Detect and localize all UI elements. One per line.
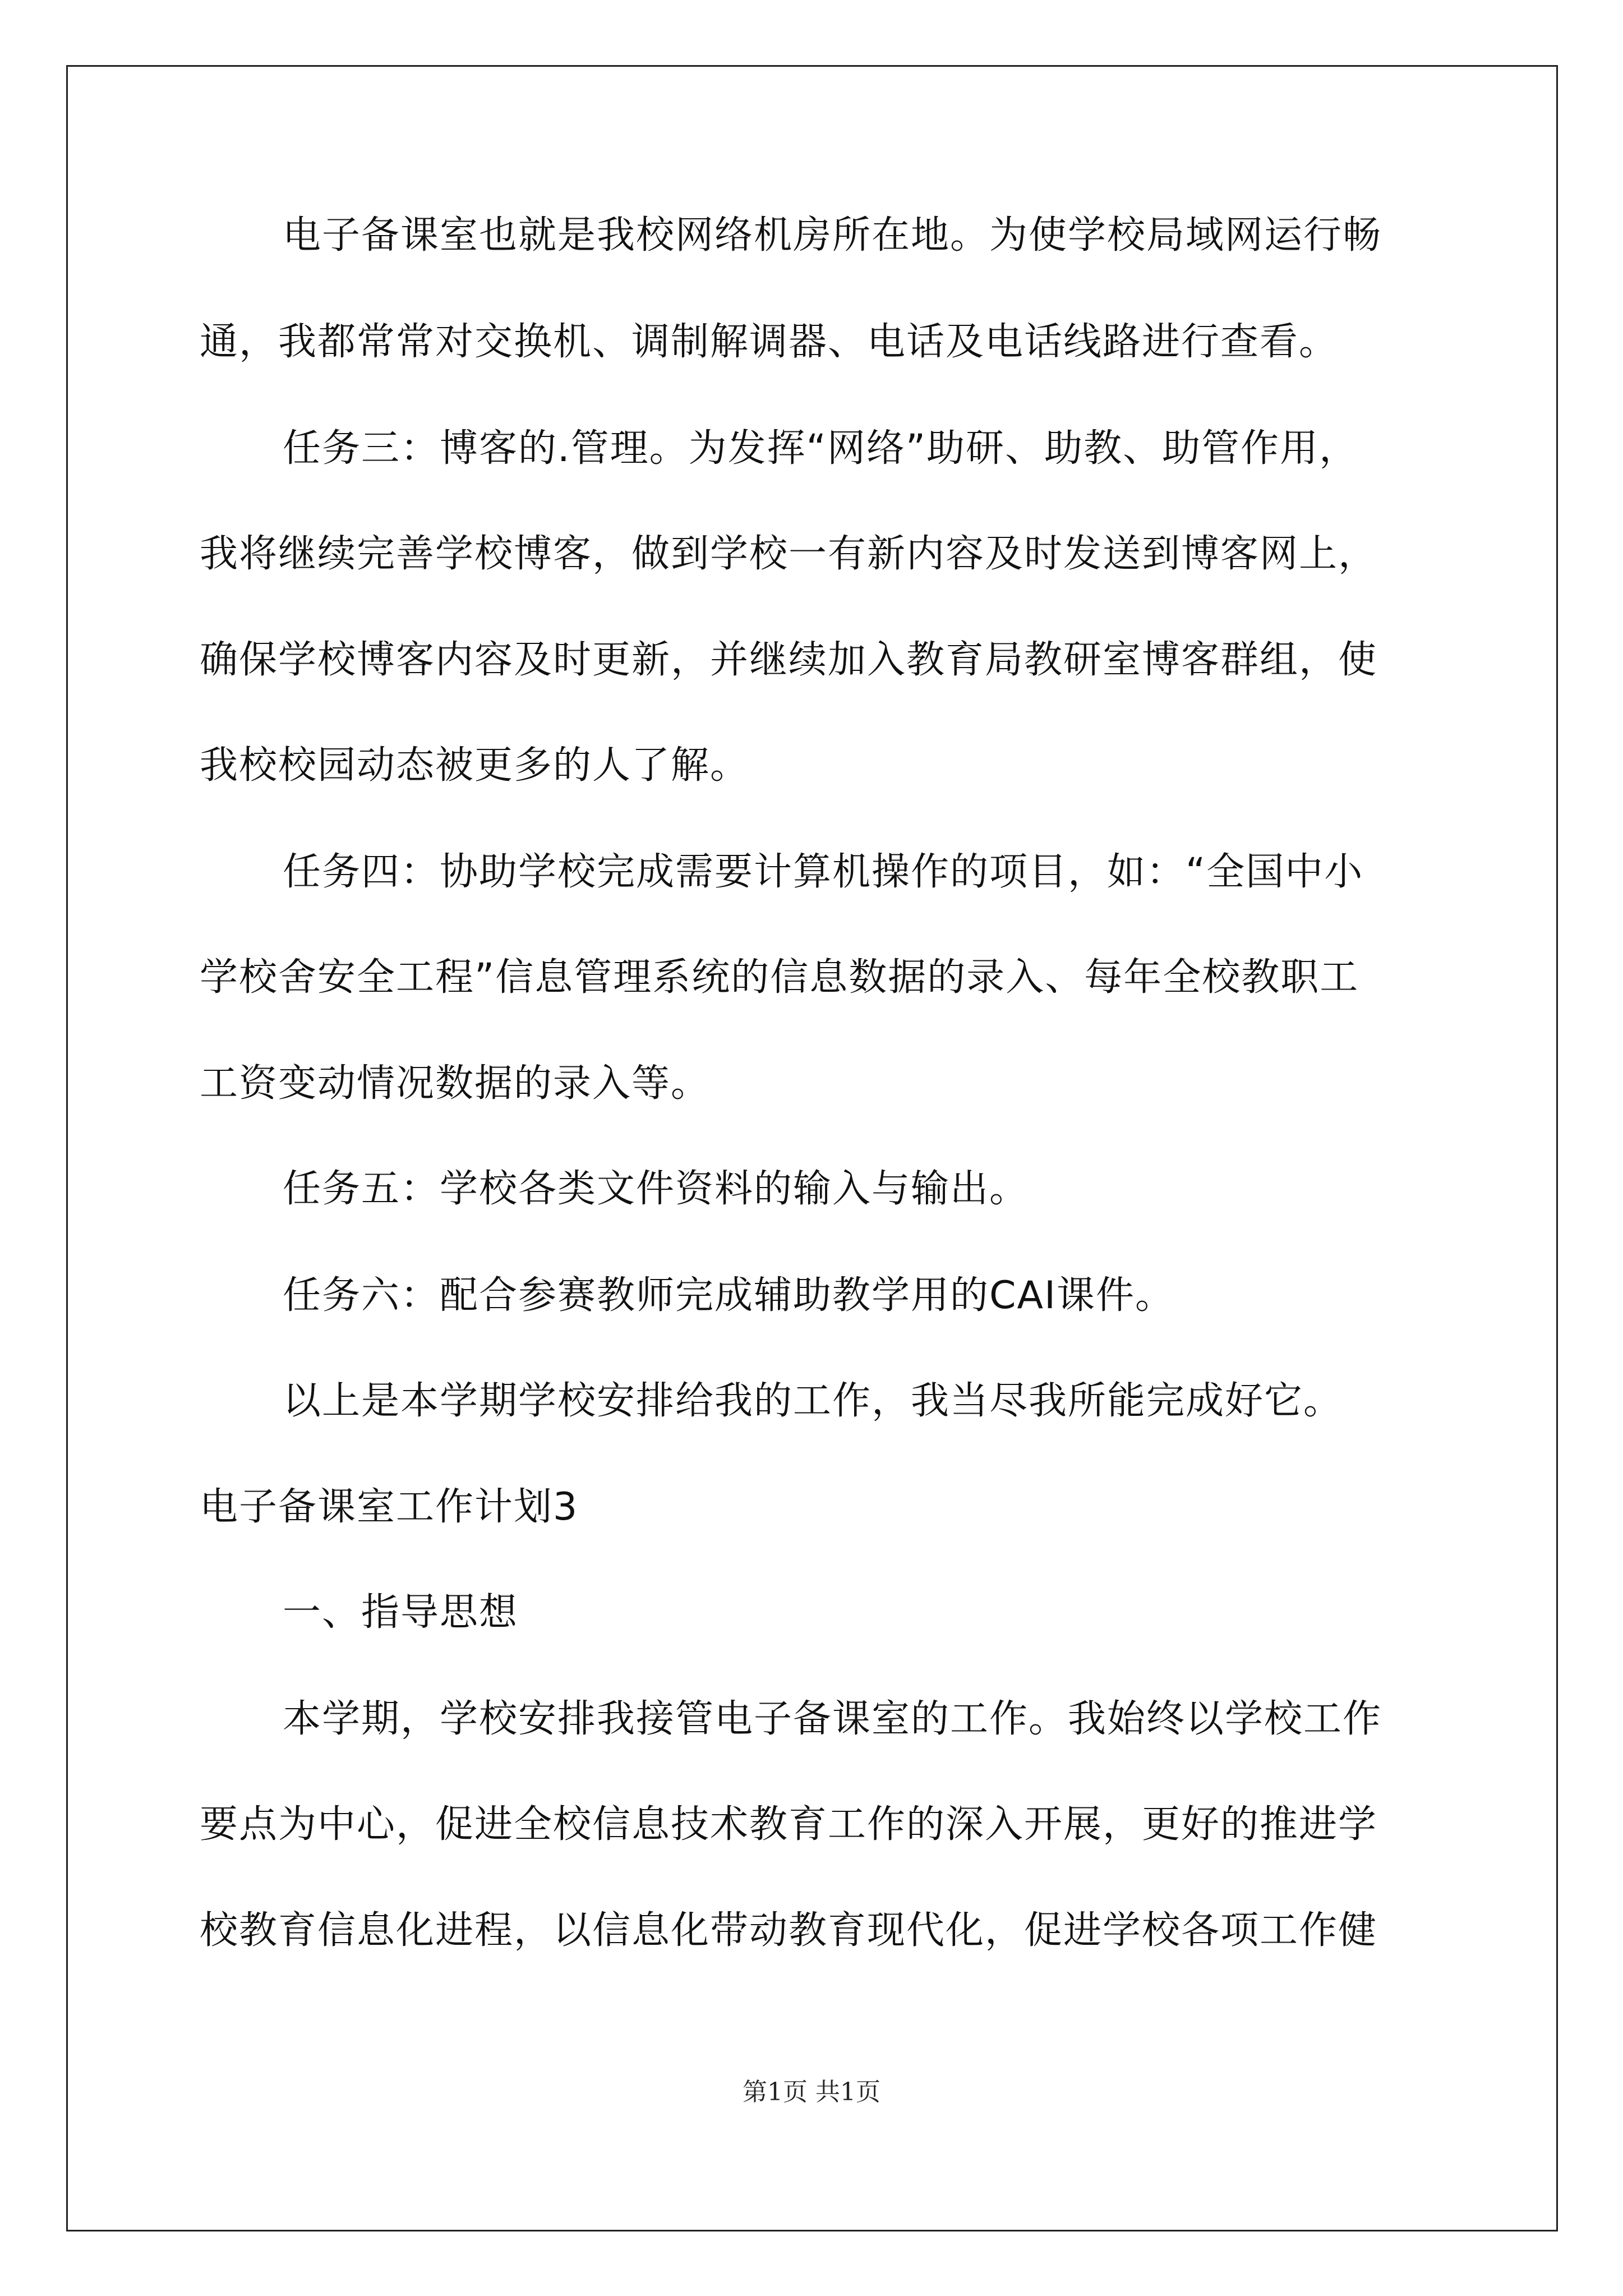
paragraph-line: 工资变动情况数据的录入等。: [200, 1061, 711, 1106]
section-heading: 电子备课室工作计划3: [200, 1485, 579, 1529]
paragraph-line: 任务三：博客的.管理。为发挥“网络”助研、助教、助管作用，: [283, 426, 1359, 471]
paragraph-line: 学校舍安全工程”信息管理系统的信息数据的录入、每年全校教职工: [200, 955, 1359, 1000]
paragraph-line: 以上是本学期学校安排给我的工作，我当尽我所能完成好它。: [283, 1379, 1343, 1423]
paragraph-line: 确保学校博客内容及时更新，并继续加入教育局教研室博客群组，使: [200, 638, 1378, 682]
subsection-heading: 一、指导思想: [283, 1590, 519, 1635]
paragraph-line: 通，我都常常对交换机、调制解调器、电话及电话线路进行查看。: [200, 320, 1339, 364]
paragraph-line: 我将继续完善学校博客，做到学校一有新内容及时发送到博客网上，: [200, 532, 1378, 576]
page-footer: 第1页 共1页: [743, 2078, 880, 2106]
paragraph-line: 要点为中心，促进全校信息技术教育工作的深入开展，更好的推进学: [200, 1802, 1378, 1847]
paragraph-line: 本学期，学校安排我接管电子备课室的工作。我始终以学校工作: [283, 1697, 1382, 1741]
paragraph-line: 任务五：学校各类文件资料的输入与输出。: [283, 1167, 1029, 1211]
paragraph-line: 电子备课室也就是我校网络机房所在地。为使学校局域网运行畅: [283, 213, 1382, 257]
paragraph-line: 我校校园动态被更多的人了解。: [200, 743, 750, 788]
paragraph-line: 任务六：配合参赛教师完成辅助教学用的CAI课件。: [283, 1273, 1175, 1318]
paragraph-line: 任务四：协助学校完成需要计算机操作的项目，如：“全国中小: [283, 850, 1364, 894]
paragraph-line: 校教育信息化进程，以信息化带动教育现代化，促进学校各项工作健: [200, 1908, 1378, 1953]
